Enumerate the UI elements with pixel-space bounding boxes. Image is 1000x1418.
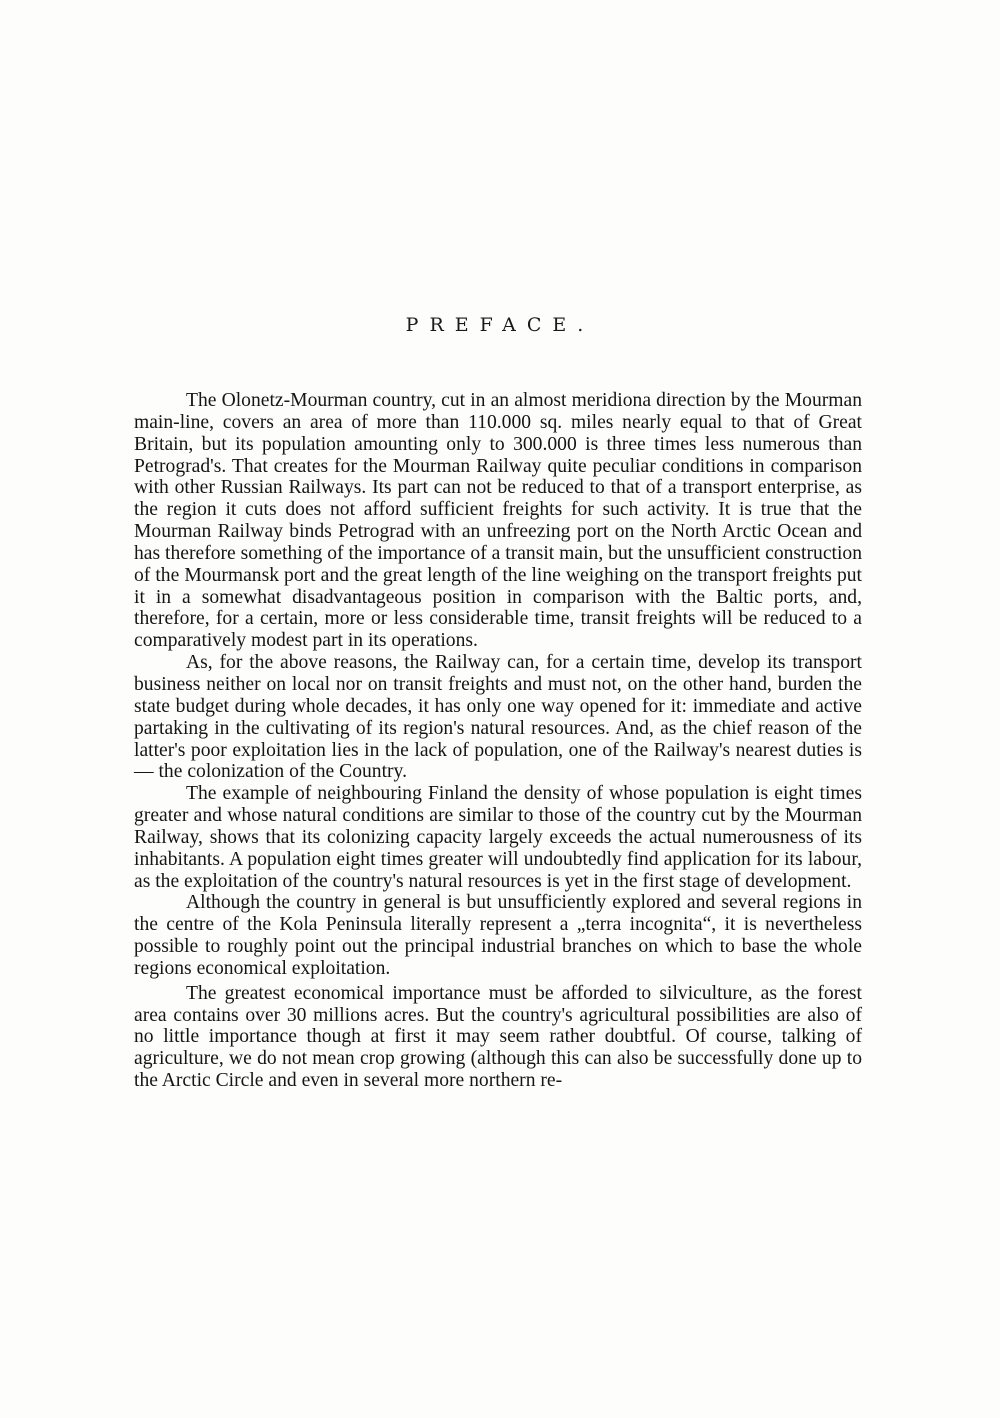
paragraph-4: Although the country in general is but unsufficiently explored and several regions in the centre of the Kola Peninsula literally represent a „terra incognita“, it is nevertheless possible to roughly point out the principal industrial branches on which to base the whole regions economical exploitation.	[134, 892, 862, 979]
paragraph-1: The Olonetz-Mourman country, cut in an almost meridiona direction by the Mourman main-line, covers an area of more than 110.000 sq. miles nearly equal to that of Great Britain, but its population amounting only to 300.000 is three times less numerous than Petrograd's. That creates for the Mourman Railway quite peculiar conditions in comparison with other Russian Railways. Its part can not be reduced to that of a transport enterprise, as the region it cuts does not afford sufficient freights for such activity. It is true that the Mourman Railway binds Petrograd with an unfreezing port on the North Arctic Ocean and has therefore something of the importance of a transit main, but the unsufficient construction of the Mourmansk port and the great length of the line weighing on the transport freights put it in a somewhat disadvantageous position in comparison with the Baltic ports, and, therefore, for a certain, more or less considerable time, transit freights will be reduced to a comparatively modest part in its operations.	[134, 390, 862, 652]
paragraph-3: The example of neighbouring Finland the density of whose population is eight times greater and whose natural conditions are similar to those of the country cut by the Mourman Railway, shows that its colonizing capacity largely exceeds the actual numerousness of its inhabitants. A population eight times greater will undoubtedly find application for its labour, as the exploitation of the country's natural resources is yet in the first stage of development.	[134, 783, 862, 892]
paragraph-5: The greatest economical importance must be afforded to silviculture, as the forest area contains over 30 millions acres. But the country's agricultural possibilities are also of no little importance though at first it may seem rather doubtful. Of course, talking of agriculture, we do not mean crop growing (although this can also be successfully done up to the Arctic Circle and even in several more northern re-	[134, 982, 862, 1092]
paragraph-2: As, for the above reasons, the Railway can, for a certain time, develop its transport business neither on local nor on transit freights and must not, on the other hand, burden the state budget during whole decades, it has only one way opened for it: immediate and active partaking in the cultivating of its region's natural resources. And, as the chief reason of the latter's poor exploitation lies in the lack of population, one of the Railway's nearest duties is — the colonization of the Country.	[134, 652, 862, 783]
page-title: PREFACE.	[405, 314, 595, 336]
preface-body	[134, 390, 862, 1092]
